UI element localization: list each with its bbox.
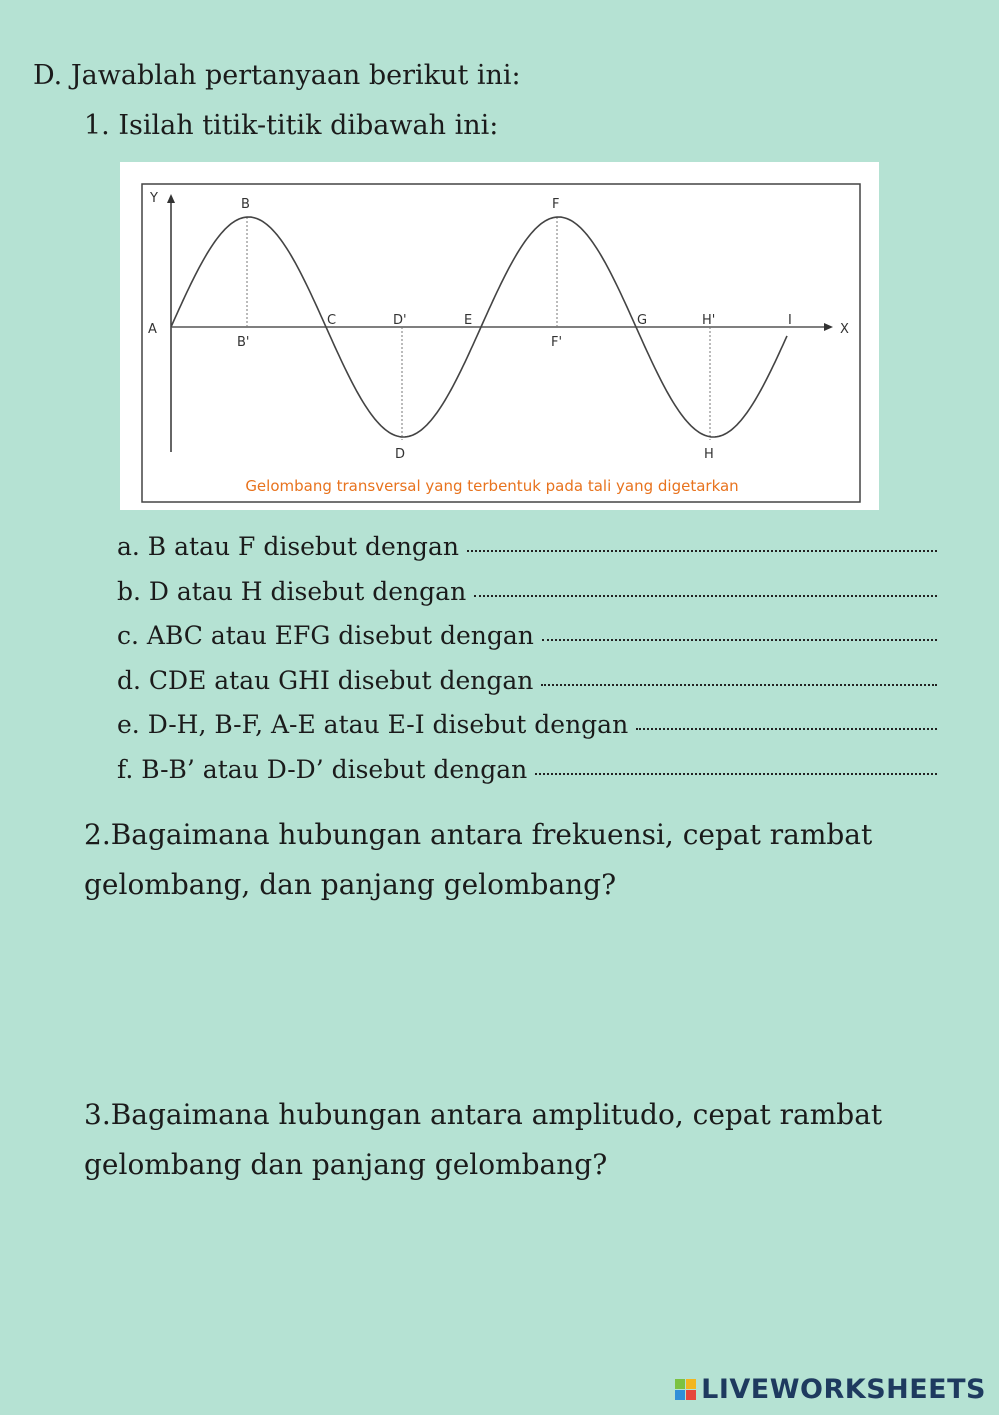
wave-figure [120,162,879,510]
label-h-prime: H' [702,313,716,328]
transverse-wave-diagram [120,162,879,510]
label-i: I [788,313,792,328]
label-a: A [148,322,157,337]
item-d-label: d. CDE atau GHI disebut dengan [117,665,534,695]
label-c: C [327,313,337,328]
list-item [117,532,937,577]
item-f-label: f. B-B’ atau D-D’ disebut dengan [117,754,528,784]
answer-blank-b[interactable] [474,595,937,597]
list-item [117,577,937,622]
label-b-prime: B' [237,335,250,350]
answer-blank-f[interactable] [535,773,937,775]
question-1-title: 1. Isilah titik-titik dibawah ini: [84,110,499,141]
item-c-label: c. ABC atau EFG disebut dengan [117,621,534,650]
answer-blank-a[interactable] [467,550,937,552]
label-d: D [395,447,406,462]
question-3-line-1: 3.Bagaimana hubungan antara amplitudo, cepat rambat [84,1098,883,1131]
list-item [117,755,937,800]
question-2-line-2: gelombang, dan panjang gelombang? [84,868,617,901]
list-item [117,621,937,666]
label-y: Y [150,191,158,206]
liveworksheets-logo-icon [675,1379,697,1401]
label-x: X [840,322,849,337]
label-d-prime: D' [393,313,407,328]
x-axis-arrow-icon [824,323,833,331]
brand-watermark [675,1374,986,1405]
fill-in-list [117,532,937,799]
figure-caption: Gelombang transversal yang terbentuk pada tali yang digetarkan [245,477,739,495]
list-item [117,710,937,755]
label-h: H [704,447,714,462]
answer-blank-d[interactable] [541,684,937,686]
label-f-prime: F' [551,335,563,350]
question-3-line-2: gelombang dan panjang gelombang? [84,1148,608,1181]
question-2-line-1: 2.Bagaimana hubungan antara frekuensi, cepat rambat [84,818,873,851]
item-b-label: b. D atau H disebut dengan [117,576,467,606]
brand-text: LIVEWORKSHEETS [701,1374,986,1405]
section-heading: D. Jawablah pertanyaan berikut ini: [33,60,521,91]
answer-blank-e[interactable] [636,728,937,730]
label-g: G [637,313,648,328]
question-2 [84,810,944,910]
label-b: B [241,197,250,212]
list-item [117,666,937,711]
figure-frame [142,184,860,502]
label-e: E [464,313,473,328]
item-a-label: a. B atau F disebut dengan [117,532,459,561]
question-3 [84,1090,944,1190]
y-axis-arrow-icon [167,194,175,203]
item-e-label: e. D-H, B-F, A-E atau E-I disebut dengan [117,710,629,739]
label-f: F [552,197,560,212]
answer-blank-c[interactable] [542,639,937,641]
